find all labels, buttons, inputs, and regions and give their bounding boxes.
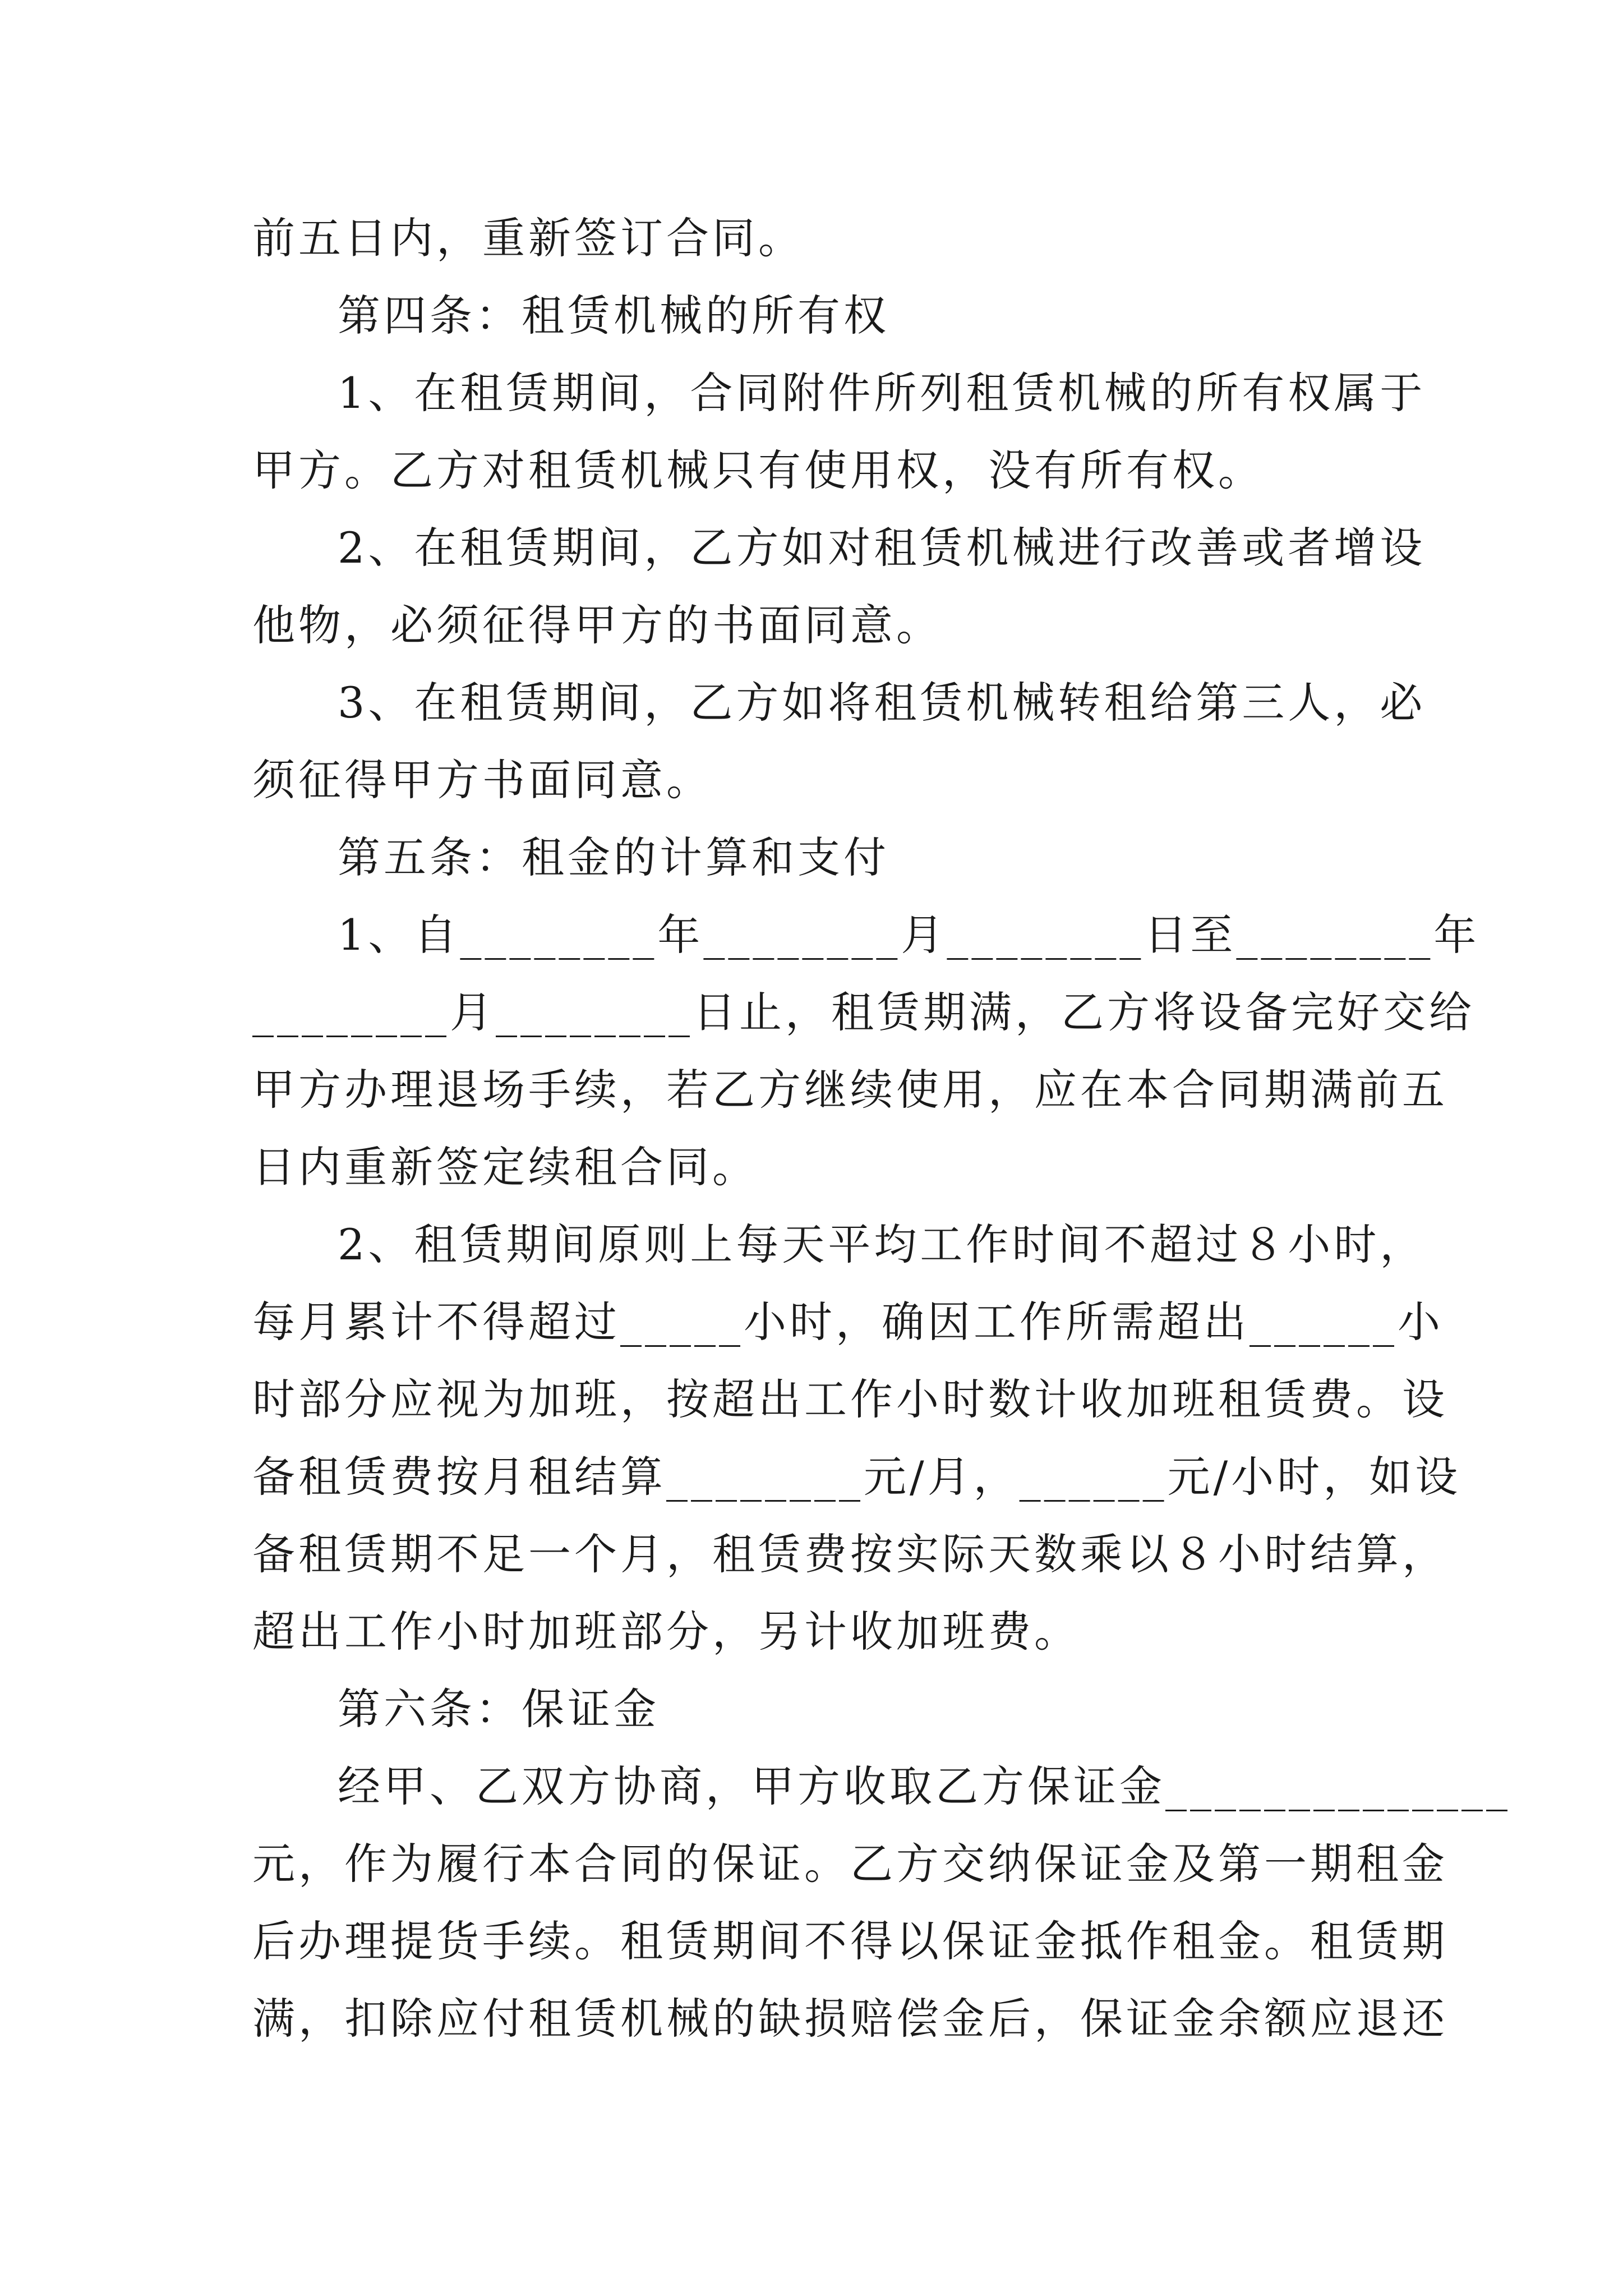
text-line: [252, 355, 1426, 432]
text-line: [252, 1748, 1511, 1825]
contract-text-body: [252, 200, 1511, 2058]
text-line-content: 备租赁费按月租结算________元/月，______元/小时，如设: [252, 1452, 1461, 1502]
text-line-content: 1、在租赁期间，合同附件所列租赁机械的所有权属于: [338, 368, 1426, 418]
text-line: [252, 1361, 1448, 1438]
text-line: [252, 1671, 1385, 1748]
text-line-content: 甲方。乙方对租赁机械只有使用权，没有所有权。: [252, 445, 1264, 495]
text-line-content: 日内重新签定续租合同。: [252, 1142, 758, 1192]
text-line-content: 超出工作小时加班部分，另计收加班费。: [252, 1607, 1080, 1657]
text-line: [252, 1903, 1448, 1980]
text-line: [252, 200, 1385, 277]
text-line: [252, 1438, 1461, 1516]
text-line: [252, 277, 1385, 355]
text-line: [252, 1129, 1385, 1206]
text-line-content: 备租赁期不足一个月，租赁费按实际天数乘以８小时结算，: [252, 1529, 1448, 1579]
text-line-content: 后办理提货手续。租赁期间不得以保证金抵作租金。租赁期: [252, 1916, 1448, 1966]
text-line-content: 元，作为履行本合同的保证。乙方交纳保证金及第一期租金: [252, 1839, 1448, 1889]
text-line: [252, 1980, 1448, 2058]
text-line-content: 前五日内，重新签订合同。: [252, 213, 804, 263]
text-line-content: 第五条：租金的计算和支付: [338, 832, 889, 882]
text-line: [252, 974, 1475, 1051]
text-line-content: 3、在租赁期间，乙方如将租赁机械转租给第三人，必: [338, 678, 1426, 728]
text-line-content: 甲方办理退场手续，若乙方继续使用，应在本合同期满前五: [252, 1065, 1448, 1115]
text-line-content: 第四条：租赁机械的所有权: [338, 291, 889, 341]
text-line-content: 2、在租赁期间，乙方如对租赁机械进行改善或者增设: [338, 523, 1426, 573]
text-line-content: 每月累计不得超过_____小时，确因工作所需超出______小: [252, 1297, 1444, 1347]
text-line: [252, 896, 1480, 974]
text-line: [252, 1516, 1448, 1593]
text-line: [252, 1593, 1385, 1671]
text-line-content: 时部分应视为加班，按超出工作小时数计收加班租赁费。设: [252, 1374, 1448, 1424]
text-line: [252, 509, 1426, 587]
text-line: [252, 587, 1385, 664]
text-line-content: 满，扣除应付租赁机械的缺损赔偿金后，保证金余额应退还: [252, 1994, 1448, 2044]
text-line-content: 他物，必须征得甲方的书面同意。: [252, 600, 942, 650]
text-line: [252, 819, 1385, 896]
text-line: [252, 1283, 1444, 1361]
text-line-content: 2、租赁期间原则上每天平均工作时间不超过８小时，: [338, 1220, 1426, 1269]
text-line: [252, 1825, 1448, 1903]
text-line-content: 第六条：保证金: [338, 1684, 660, 1734]
text-line-content: 1、自________年________月________日至________年: [338, 910, 1480, 960]
text-line: [252, 742, 1385, 819]
text-line: [252, 1051, 1448, 1129]
text-line: [252, 1206, 1426, 1283]
text-line: [252, 664, 1426, 742]
text-line: [252, 432, 1385, 509]
text-line-content: 须征得甲方书面同意。: [252, 755, 712, 805]
text-line-content: 经甲、乙双方协商，甲方收取乙方保证金______________: [338, 1761, 1511, 1811]
text-line-content: ________月________日止，租赁期满，乙方将设备完好交给: [252, 987, 1475, 1037]
